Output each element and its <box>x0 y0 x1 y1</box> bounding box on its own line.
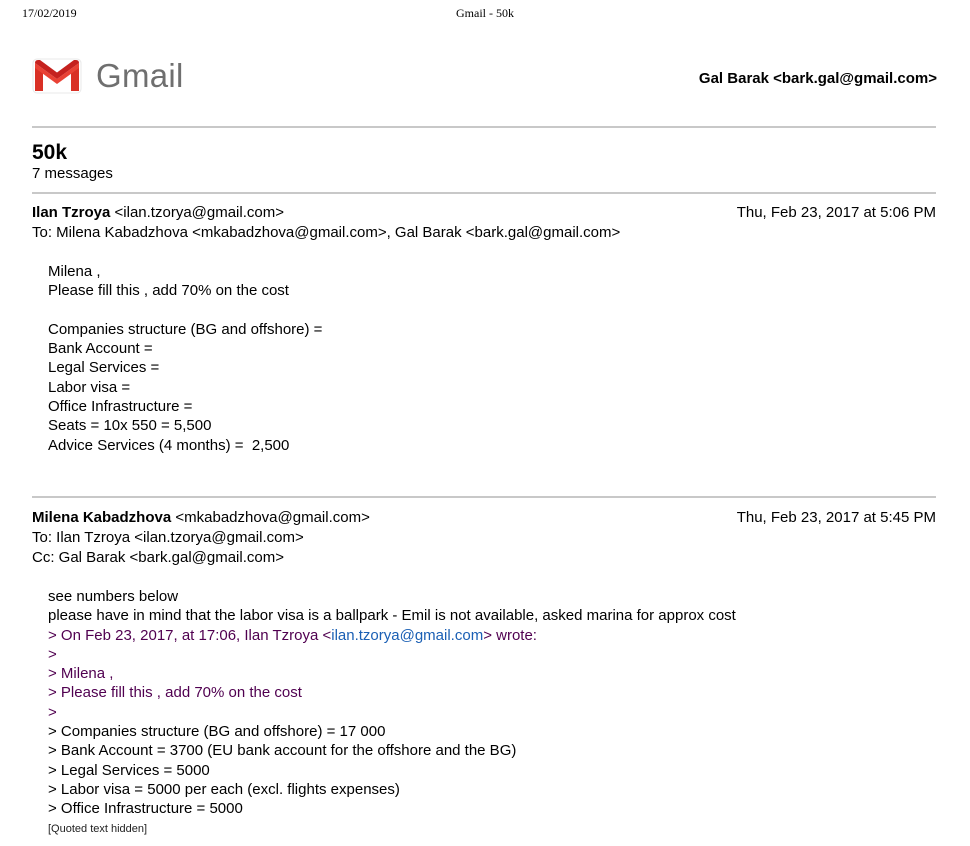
gmail-logo <box>32 56 184 96</box>
divider <box>32 192 936 194</box>
sender-name: Milena Kabadzhova <box>32 509 172 526</box>
gmail-wordmark: Gmail <box>96 57 184 94</box>
print-title: Gmail - 50k <box>456 6 514 20</box>
sender-email: <ilan.tzorya@gmail.com> <box>114 204 284 221</box>
divider <box>32 126 936 128</box>
sender-email: <mkabadzhova@gmail.com> <box>175 509 370 526</box>
message-date: Thu, Feb 23, 2017 at 5:45 PM <box>736 509 936 526</box>
body-line <box>48 301 322 320</box>
quoted-line: > <box>48 645 57 663</box>
message-header <box>32 203 936 243</box>
quoted-line: > Office Infrastructure = 5000 <box>48 800 243 818</box>
message-body <box>48 587 736 819</box>
sender-name: Ilan Tzroya <box>32 204 111 221</box>
body-line: Seats = 10x 550 = 5,500 <box>48 417 212 435</box>
quoted-line: > <box>48 703 57 721</box>
body-line: Labor visa = <box>48 378 131 396</box>
quote-intro-suffix: > wrote: <box>483 626 537 644</box>
email-link[interactable]: ilan.tzorya@gmail.com <box>331 626 484 644</box>
thread-subject: 50k <box>32 141 68 164</box>
body-line: Legal Services = <box>48 359 160 377</box>
quoted-line: > Bank Account = 3700 (EU bank account for the offshore and the BG) <box>48 742 517 760</box>
print-date: 17/02/2019 <box>22 6 77 20</box>
quoted-line: > Please fill this , add 70% on the cost <box>48 684 302 702</box>
body-line: Advice Services (4 months) = 2,500 <box>48 436 290 454</box>
quote-intro <box>48 626 736 645</box>
body-line: Bank Account = <box>48 340 153 358</box>
quoted-text-hidden-link[interactable]: [Quoted text hidden] <box>48 823 148 835</box>
recipients-to: To: Milena Kabadzhova <mkabadzhova@gmail.com>, Gal Barak <bark.gal@gmail.com> <box>32 224 621 241</box>
quoted-line: > Labor visa = 5000 per each (excl. flights expenses) <box>48 780 400 798</box>
print-header <box>0 6 970 22</box>
body-line: see numbers below <box>48 588 179 605</box>
quoted-line: > Milena , <box>48 665 114 683</box>
recipients-to: To: Ilan Tzroya <ilan.tzorya@gmail.com> <box>32 529 304 546</box>
gmail-m-icon <box>32 57 82 95</box>
message-count: 7 messages <box>32 165 113 182</box>
body-line: Companies structure (BG and offshore) = <box>48 320 323 338</box>
quote-intro-prefix: > On Feb 23, 2017, at 17:06, Ilan Tzroya < <box>48 626 332 644</box>
message-body <box>48 262 322 455</box>
message-header <box>32 508 936 568</box>
body-line: Milena , <box>48 263 101 280</box>
divider <box>32 496 936 498</box>
body-line: Office Infrastructure = <box>48 398 193 416</box>
recipients-cc: Cc: Gal Barak <bark.gal@gmail.com> <box>32 549 284 566</box>
quoted-line: > Legal Services = 5000 <box>48 761 210 779</box>
message-date: Thu, Feb 23, 2017 at 5:06 PM <box>736 204 936 221</box>
quoted-line: > Companies structure (BG and offshore) = 17 000 <box>48 723 386 741</box>
account-email: Gal Barak <bark.gal@gmail.com> <box>698 70 937 87</box>
body-line: please have in mind that the labor visa is a ballpark - Emil is not available, asked marina for approx cost <box>48 607 736 625</box>
body-line: Please fill this , add 70% on the cost <box>48 282 289 300</box>
